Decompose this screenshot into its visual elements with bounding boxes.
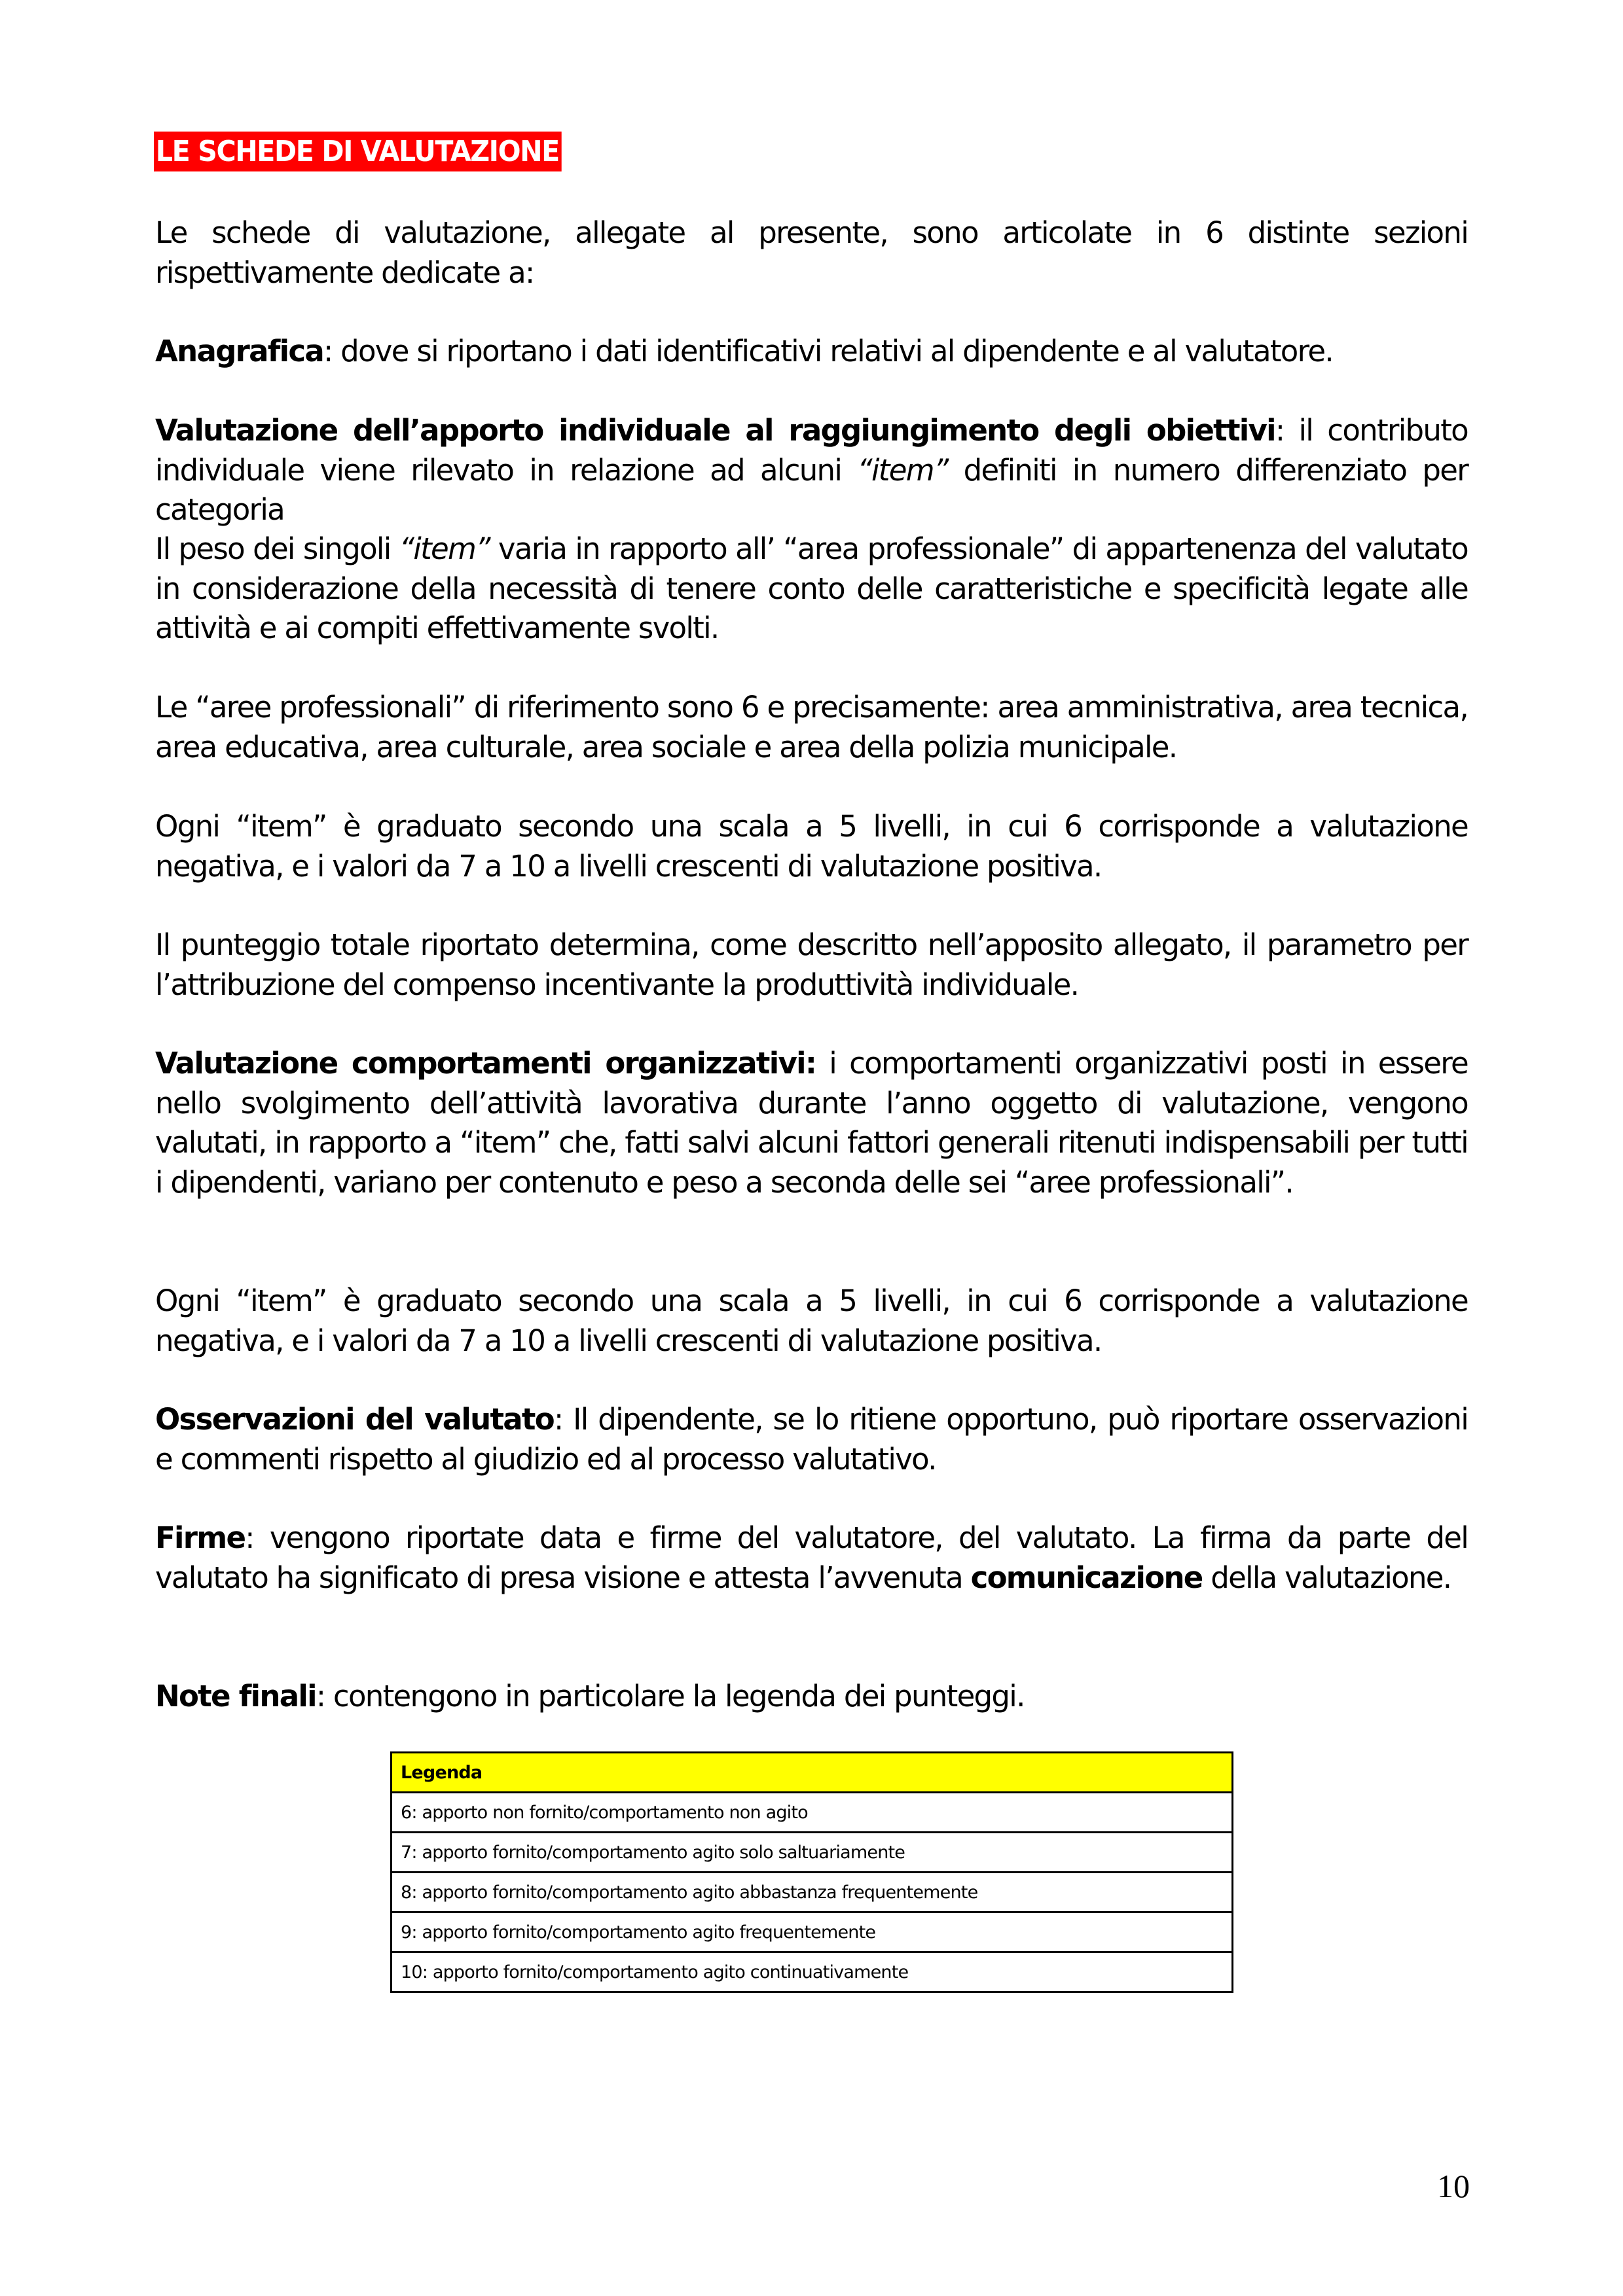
intro-paragraph: [155, 213, 1468, 293]
comportamenti-paragraph: [155, 1044, 1468, 1202]
intro-text: Le schede di valutazione, allegate al presente, sono articolate in 6 distinte sezioni rispettivamente dedicate a:: [155, 215, 1468, 290]
scala-text-1: Ogni “item” è graduato secondo una scala a 5 livelli, in cui 6 corrisponde a valutazione negativa, e i valori da 7 a 10 a livelli crescenti di valutazione positiva.: [155, 809, 1468, 884]
legend-row-6: 6: apporto non fornito/comportamento non agito: [392, 1793, 1233, 1833]
aree-paragraph: [155, 688, 1468, 767]
apporto-heading: Valutazione dell’apporto individuale al raggiungimento degli obiettivi: [155, 413, 1275, 448]
anagrafica-heading: Anagrafica: [155, 334, 324, 368]
firme-text-2: della valutazione.: [1202, 1560, 1451, 1595]
firme-text-1: : vengono riportate data e firme del valutatore, del valutato. La firma da parte del valutato ha significato di presa visione e attesta l’avvenuta: [155, 1520, 1468, 1595]
legend-row-9: 9: apporto fornito/comportamento agito frequentemente: [392, 1912, 1233, 1952]
apporto-text-1: : il contributo individuale viene rilevato in relazione ad alcuni: [155, 413, 1468, 488]
peso-text-2: varia in rapporto all’ “area professionale” di appartenenza del valutato in considerazione della necessità di tenere conto delle caratteristiche e specificità legate alle attività e ai compiti effettivamente svolti.: [155, 531, 1468, 645]
note-finali-paragraph: [155, 1677, 1468, 1717]
firme-paragraph: [155, 1518, 1468, 1598]
peso-paragraph: [155, 529, 1468, 649]
scala-paragraph-1: [155, 807, 1468, 886]
legend-row: [392, 1833, 1233, 1873]
scala-paragraph-2: [155, 1282, 1468, 1361]
scala-text-2: Ogni “item” è graduato secondo una scala a 5 livelli, in cui 6 corrisponde a valutazione negativa, e i valori da 7 a 10 a livelli crescenti di valutazione positiva.: [155, 1283, 1468, 1358]
apporto-item-term-1: “item”: [857, 452, 948, 488]
page-number: 10: [1437, 2168, 1470, 2204]
apporto-paragraph: [155, 411, 1468, 530]
peso-item-term: “item”: [399, 531, 490, 566]
legend-row-10: 10: apporto fornito/comportamento agito continuativamente: [392, 1952, 1233, 1992]
anagrafica-paragraph: [155, 332, 1468, 372]
apporto-text-2: definiti in numero differenziato per categoria: [155, 452, 1468, 527]
legend-row-7: 7: apporto fornito/comportamento agito solo saltuariamente: [392, 1833, 1233, 1873]
punteggio-text: Il punteggio totale riportato determina, come descritto nell’apposito allegato, il parametro per l’attribuzione del compenso incentivante la produttività individuale.: [155, 927, 1468, 1002]
firme-comunicazione: comunicazione: [970, 1560, 1203, 1595]
comportamenti-text: i comportamenti organizzativi posti in essere nello svolgimento dell’attività lavorativa durante l’anno oggetto di valutazione, vengono valutati, in rapporto a “item” che, fatti salvi alcuni fattori generali ritenuti indispensabili per tutti i dipendenti, variano per contenuto e peso a seconda delle sei “aree professionali”.: [155, 1046, 1468, 1200]
osservazioni-paragraph: [155, 1400, 1468, 1479]
legend-row: [392, 1793, 1233, 1833]
legend-table: [390, 1751, 1233, 1993]
legend-row-8: 8: apporto fornito/comportamento agito abbastanza frequentemente: [392, 1873, 1233, 1912]
page-title: LE SCHEDE DI VALUTAZIONE: [154, 132, 562, 171]
firme-heading: Firme: [155, 1520, 246, 1555]
comportamenti-heading: Valutazione comportamenti organizzativi:: [155, 1046, 816, 1081]
legend-header-row: [392, 1753, 1233, 1793]
legend-row: [392, 1873, 1233, 1912]
legend-header: Legenda: [392, 1753, 1233, 1793]
legend-row: [392, 1912, 1233, 1952]
osservazioni-text: : Il dipendente, se lo ritiene opportuno, può riportare osservazioni e commenti rispetto al giudizio ed al processo valutativo.: [155, 1402, 1468, 1477]
legend-row: [392, 1952, 1233, 1992]
note-finali-heading: Note finali: [155, 1679, 316, 1713]
peso-text-1: Il peso dei singoli: [155, 531, 399, 566]
aree-text: Le “aree professionali” di riferimento sono 6 e precisamente: area amministrativa, area tecnica, area educativa, area culturale, area sociale e area della polizia municipale.: [155, 690, 1468, 764]
anagrafica-text: : dove si riportano i dati identificativi relativi al dipendente e al valutatore.: [323, 334, 1334, 368]
punteggio-paragraph: [155, 925, 1468, 1005]
note-finali-text: : contengono in particolare la legenda dei punteggi.: [316, 1679, 1025, 1713]
osservazioni-heading: Osservazioni del valutato: [155, 1402, 554, 1437]
